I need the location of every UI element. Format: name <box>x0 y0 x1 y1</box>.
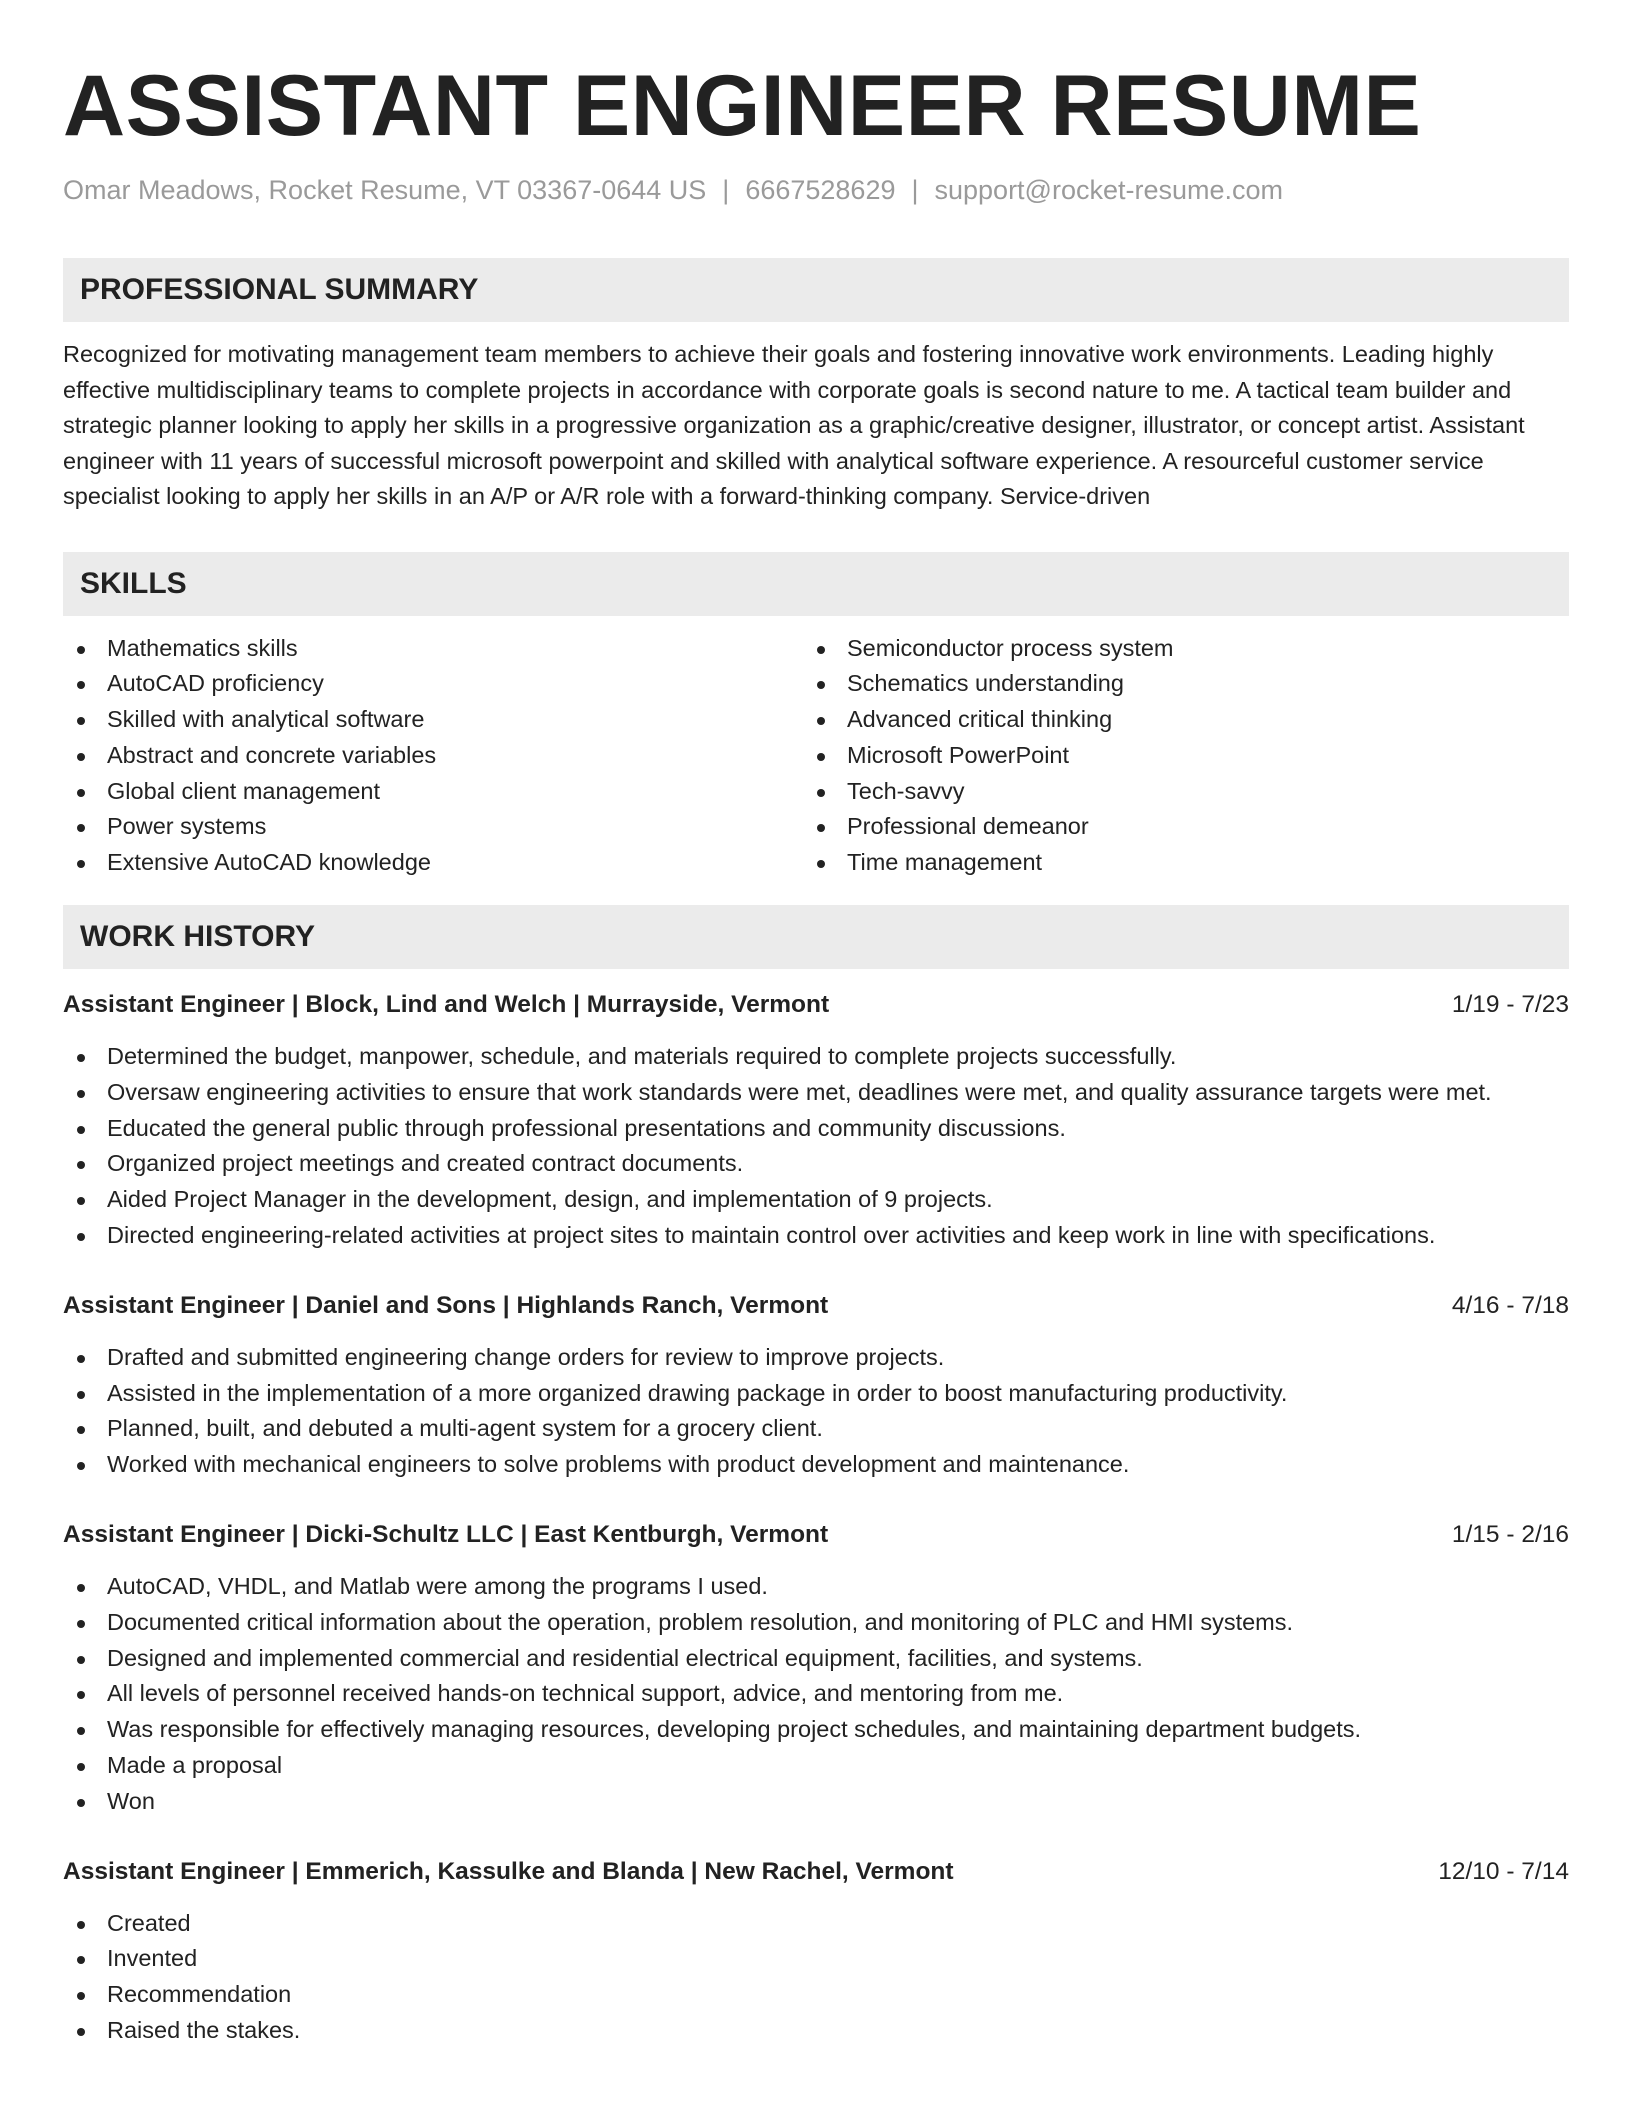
contact-phone: 6667528629 <box>745 175 896 205</box>
skill-item: Abstract and concrete variables <box>63 738 803 774</box>
skills-list-right <box>803 631 1543 882</box>
job-duty: Worked with mechanical engineers to solve problems with product development and maintenance. <box>63 1447 1569 1483</box>
job-duty: Assisted in the implementation of a more organized drawing package in order to boost manufacturing productivity. <box>63 1376 1569 1412</box>
job-duties <box>63 1039 1569 1254</box>
job-duty: All levels of personnel received hands-on technical support, advice, and mentoring from me. <box>63 1676 1569 1712</box>
summary-heading: PROFESSIONAL SUMMARY <box>63 258 1569 322</box>
contact-separator: | <box>911 175 919 205</box>
job-duties <box>63 1906 1569 2049</box>
job-entry <box>63 1288 1569 1483</box>
job-entry <box>63 987 1569 1254</box>
job-duty: Directed engineering-related activities at project sites to maintain control over activities and keep work in line with specifications. <box>63 1218 1569 1254</box>
job-duty: Was responsible for effectively managing resources, developing project schedules, and maintaining department budgets. <box>63 1712 1569 1748</box>
job-dates: 4/16 - 7/18 <box>1451 1291 1569 1319</box>
job-duties <box>63 1340 1569 1483</box>
skill-item: Semiconductor process system <box>803 631 1543 667</box>
job-title: Assistant Engineer | Dicki-Schultz LLC | East Kentburgh, Vermont <box>63 1521 829 1549</box>
job-duty: Determined the budget, manpower, schedule, and materials required to complete projects successfully. <box>63 1039 1569 1075</box>
resume-title: ASSISTANT ENGINEER RESUME <box>63 58 1422 154</box>
job-duty: AutoCAD, VHDL, and Matlab were among the programs I used. <box>63 1569 1569 1605</box>
skill-item: Skilled with analytical software <box>63 702 803 738</box>
skill-item: Time management <box>803 845 1543 881</box>
work-history-heading: WORK HISTORY <box>63 905 1569 969</box>
skills-heading: SKILLS <box>63 552 1569 616</box>
job-duty: Recommendation <box>63 1977 1569 2013</box>
job-duty: Aided Project Manager in the development, design, and implementation of 9 projects. <box>63 1182 1569 1218</box>
skill-item: Schematics understanding <box>803 666 1543 702</box>
job-dates: 1/15 - 2/16 <box>1451 1521 1569 1549</box>
job-title: Assistant Engineer | Daniel and Sons | Highlands Ranch, Vermont <box>63 1291 829 1319</box>
job-duty: Drafted and submitted engineering change orders for review to improve projects. <box>63 1340 1569 1376</box>
job-dates: 1/19 - 7/23 <box>1451 991 1569 1019</box>
skill-item: Global client management <box>63 774 803 810</box>
job-duty: Planned, built, and debuted a multi-agent system for a grocery client. <box>63 1411 1569 1447</box>
job-header <box>63 987 1569 1023</box>
skill-item: Power systems <box>63 809 803 845</box>
job-duty: Organized project meetings and created contract documents. <box>63 1146 1569 1182</box>
skill-item: Advanced critical thinking <box>803 702 1543 738</box>
job-title: Assistant Engineer | Emmerich, Kassulke and Blanda | New Rachel, Vermont <box>63 1857 954 1885</box>
contact-address: Omar Meadows, Rocket Resume, VT 03367-0644 US <box>63 175 707 205</box>
skill-item: Mathematics skills <box>63 631 803 667</box>
contact-line <box>63 172 1569 208</box>
job-duty: Oversaw engineering activities to ensure that work standards were met, deadlines were met, and quality assurance targets were met. <box>63 1075 1569 1111</box>
job-duty: Invented <box>63 1941 1569 1977</box>
skills-list-left <box>63 631 803 882</box>
job-dates: 12/10 - 7/14 <box>1438 1857 1569 1885</box>
job-duty: Created <box>63 1906 1569 1942</box>
job-header <box>63 1854 1569 1890</box>
job-duty: Documented critical information about the operation, problem resolution, and monitoring of PLC and HMI systems. <box>63 1605 1569 1641</box>
skill-item: Microsoft PowerPoint <box>803 738 1543 774</box>
job-header <box>63 1288 1569 1324</box>
job-duty: Designed and implemented commercial and residential electrical equipment, facilities, and systems. <box>63 1641 1569 1677</box>
job-duty: Won <box>63 1784 1569 1820</box>
job-duty: Made a proposal <box>63 1748 1569 1784</box>
job-duties <box>63 1569 1569 1820</box>
job-entry <box>63 1517 1569 1820</box>
job-title: Assistant Engineer | Block, Lind and Welch | Murrayside, Vermont <box>63 991 830 1019</box>
skills-grid <box>63 631 1569 882</box>
contact-email: support@rocket-resume.com <box>934 175 1284 205</box>
job-duty: Educated the general public through professional presentations and community discussions. <box>63 1111 1569 1147</box>
job-header <box>63 1517 1569 1553</box>
skill-item: Extensive AutoCAD knowledge <box>63 845 803 881</box>
job-duty: Raised the stakes. <box>63 2013 1569 2049</box>
skill-item: Tech-savvy <box>803 774 1543 810</box>
skill-item: Professional demeanor <box>803 809 1543 845</box>
contact-separator: | <box>722 175 730 205</box>
summary-text: Recognized for motivating management team members to achieve their goals and fostering innovative work environments. Leading highly effective multidisciplinary teams to complete projects in accordance with corporate goals is second nature to me. A tactical team builder and strategic planner looking to apply her skills in a progressive organization as a graphic/creative designer, illustrator, or concept artist. Assistant engineer with 11 years of successful microsoft powerpoint and skilled with analytical software experience. A resourceful customer service specialist looking to apply her skills in an A/P or A/R role with a forward-thinking company. Service-driven <box>63 341 1525 509</box>
skill-item: AutoCAD proficiency <box>63 666 803 702</box>
job-entry <box>63 1854 1569 2049</box>
